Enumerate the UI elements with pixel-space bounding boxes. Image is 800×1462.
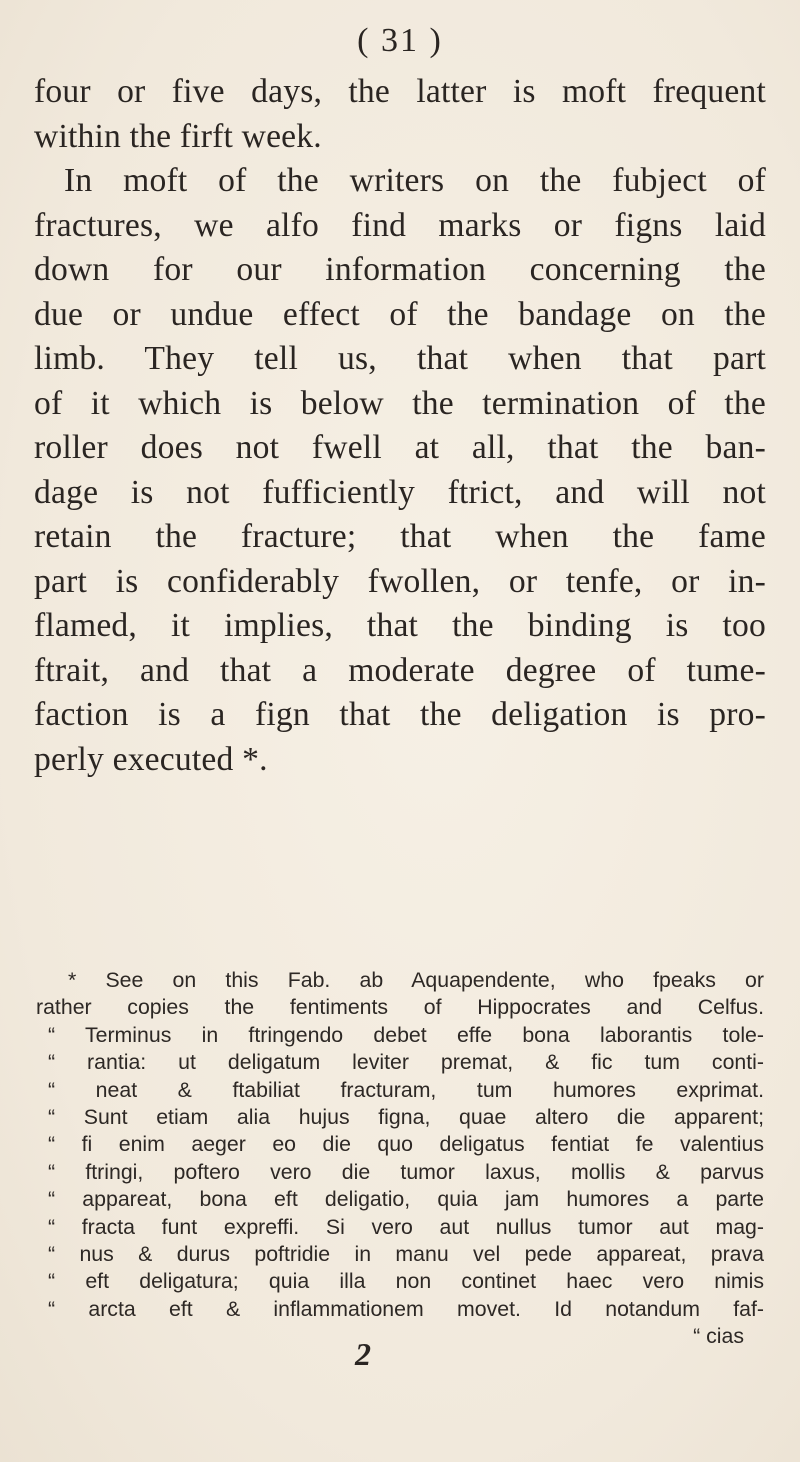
text-line: flamed, it implies, that the binding is too xyxy=(34,607,766,644)
text-line: perly executed *. xyxy=(34,740,268,778)
text-line: faction is a fign that the deligation is pro- xyxy=(34,696,766,733)
footnote-line: “ neat & ftabiliat fracturam, tum humores exprimat. xyxy=(48,1077,764,1102)
text-line: In moft of the writers on the fubject of xyxy=(64,162,766,199)
footnote-line: “ fracta funt expreffi. Si vero aut nullus tumor aut mag- xyxy=(48,1214,764,1239)
footnote-line: rather copies the fentiments of Hippocrates and Celfus. xyxy=(36,995,764,1020)
footnote-line: “ ftringi, poftero vero die tumor laxus, mollis & parvus xyxy=(48,1159,764,1184)
footnote xyxy=(36,967,764,1350)
footnote-line: “ fi enim aeger eo die quo deligatus fentiat fe valentius xyxy=(48,1132,764,1157)
footnote-line: “ rantia: ut deligatum leviter premat, & fic tum conti- xyxy=(48,1050,764,1075)
signature-mark: 2 xyxy=(355,1336,371,1372)
footnote-line: “ nus & durus poftridie in manu vel pede appareat, prava xyxy=(48,1241,764,1266)
footnote-line: “ Terminus in ftringendo debet effe bona laborantis tole- xyxy=(48,1022,764,1047)
text-line: due or undue effect of the bandage on the xyxy=(34,295,766,333)
text-line: fractures, we alfo find marks or figns laid xyxy=(34,206,766,244)
footnote-line: “ arcta eft & inflammationem movet. Id notandum faf- xyxy=(48,1296,764,1321)
footnote-line: * See on this Fab. ab Aquapendente, who fpeaks or xyxy=(68,968,764,992)
text-line: part is confiderably fwollen, or tenfe, or in- xyxy=(34,562,766,600)
footnote-line: “ eft deligatura; quia illa non continet haec vero nimis xyxy=(48,1269,764,1294)
main-text xyxy=(34,70,766,782)
text-line: four or five days, the latter is moft frequent xyxy=(34,73,766,110)
footnote-line: “ appareat, bona eft deligatio, quia jam humores a parte xyxy=(48,1187,764,1212)
page-number: ( 31 ) xyxy=(357,22,443,59)
text-line: limb. They tell us, that when that part xyxy=(34,340,766,377)
text-line: roller does not fwell at all, that the ban- xyxy=(34,429,766,466)
footnote-line: “ Sunt etiam alia hujus figna, quae altero die apparent; xyxy=(48,1104,764,1129)
catchword: “ cias xyxy=(693,1324,744,1349)
text-line: ftrait, and that a moderate degree of tume- xyxy=(34,651,766,689)
text-line: within the firft week. xyxy=(34,117,322,155)
text-line: retain the fracture; that when the fame xyxy=(34,518,766,555)
text-line: down for our information concerning the xyxy=(34,251,766,288)
text-line: of it which is below the termination of the xyxy=(34,384,766,422)
text-line: dage is not fufficiently ftrict, and will not xyxy=(34,473,766,511)
